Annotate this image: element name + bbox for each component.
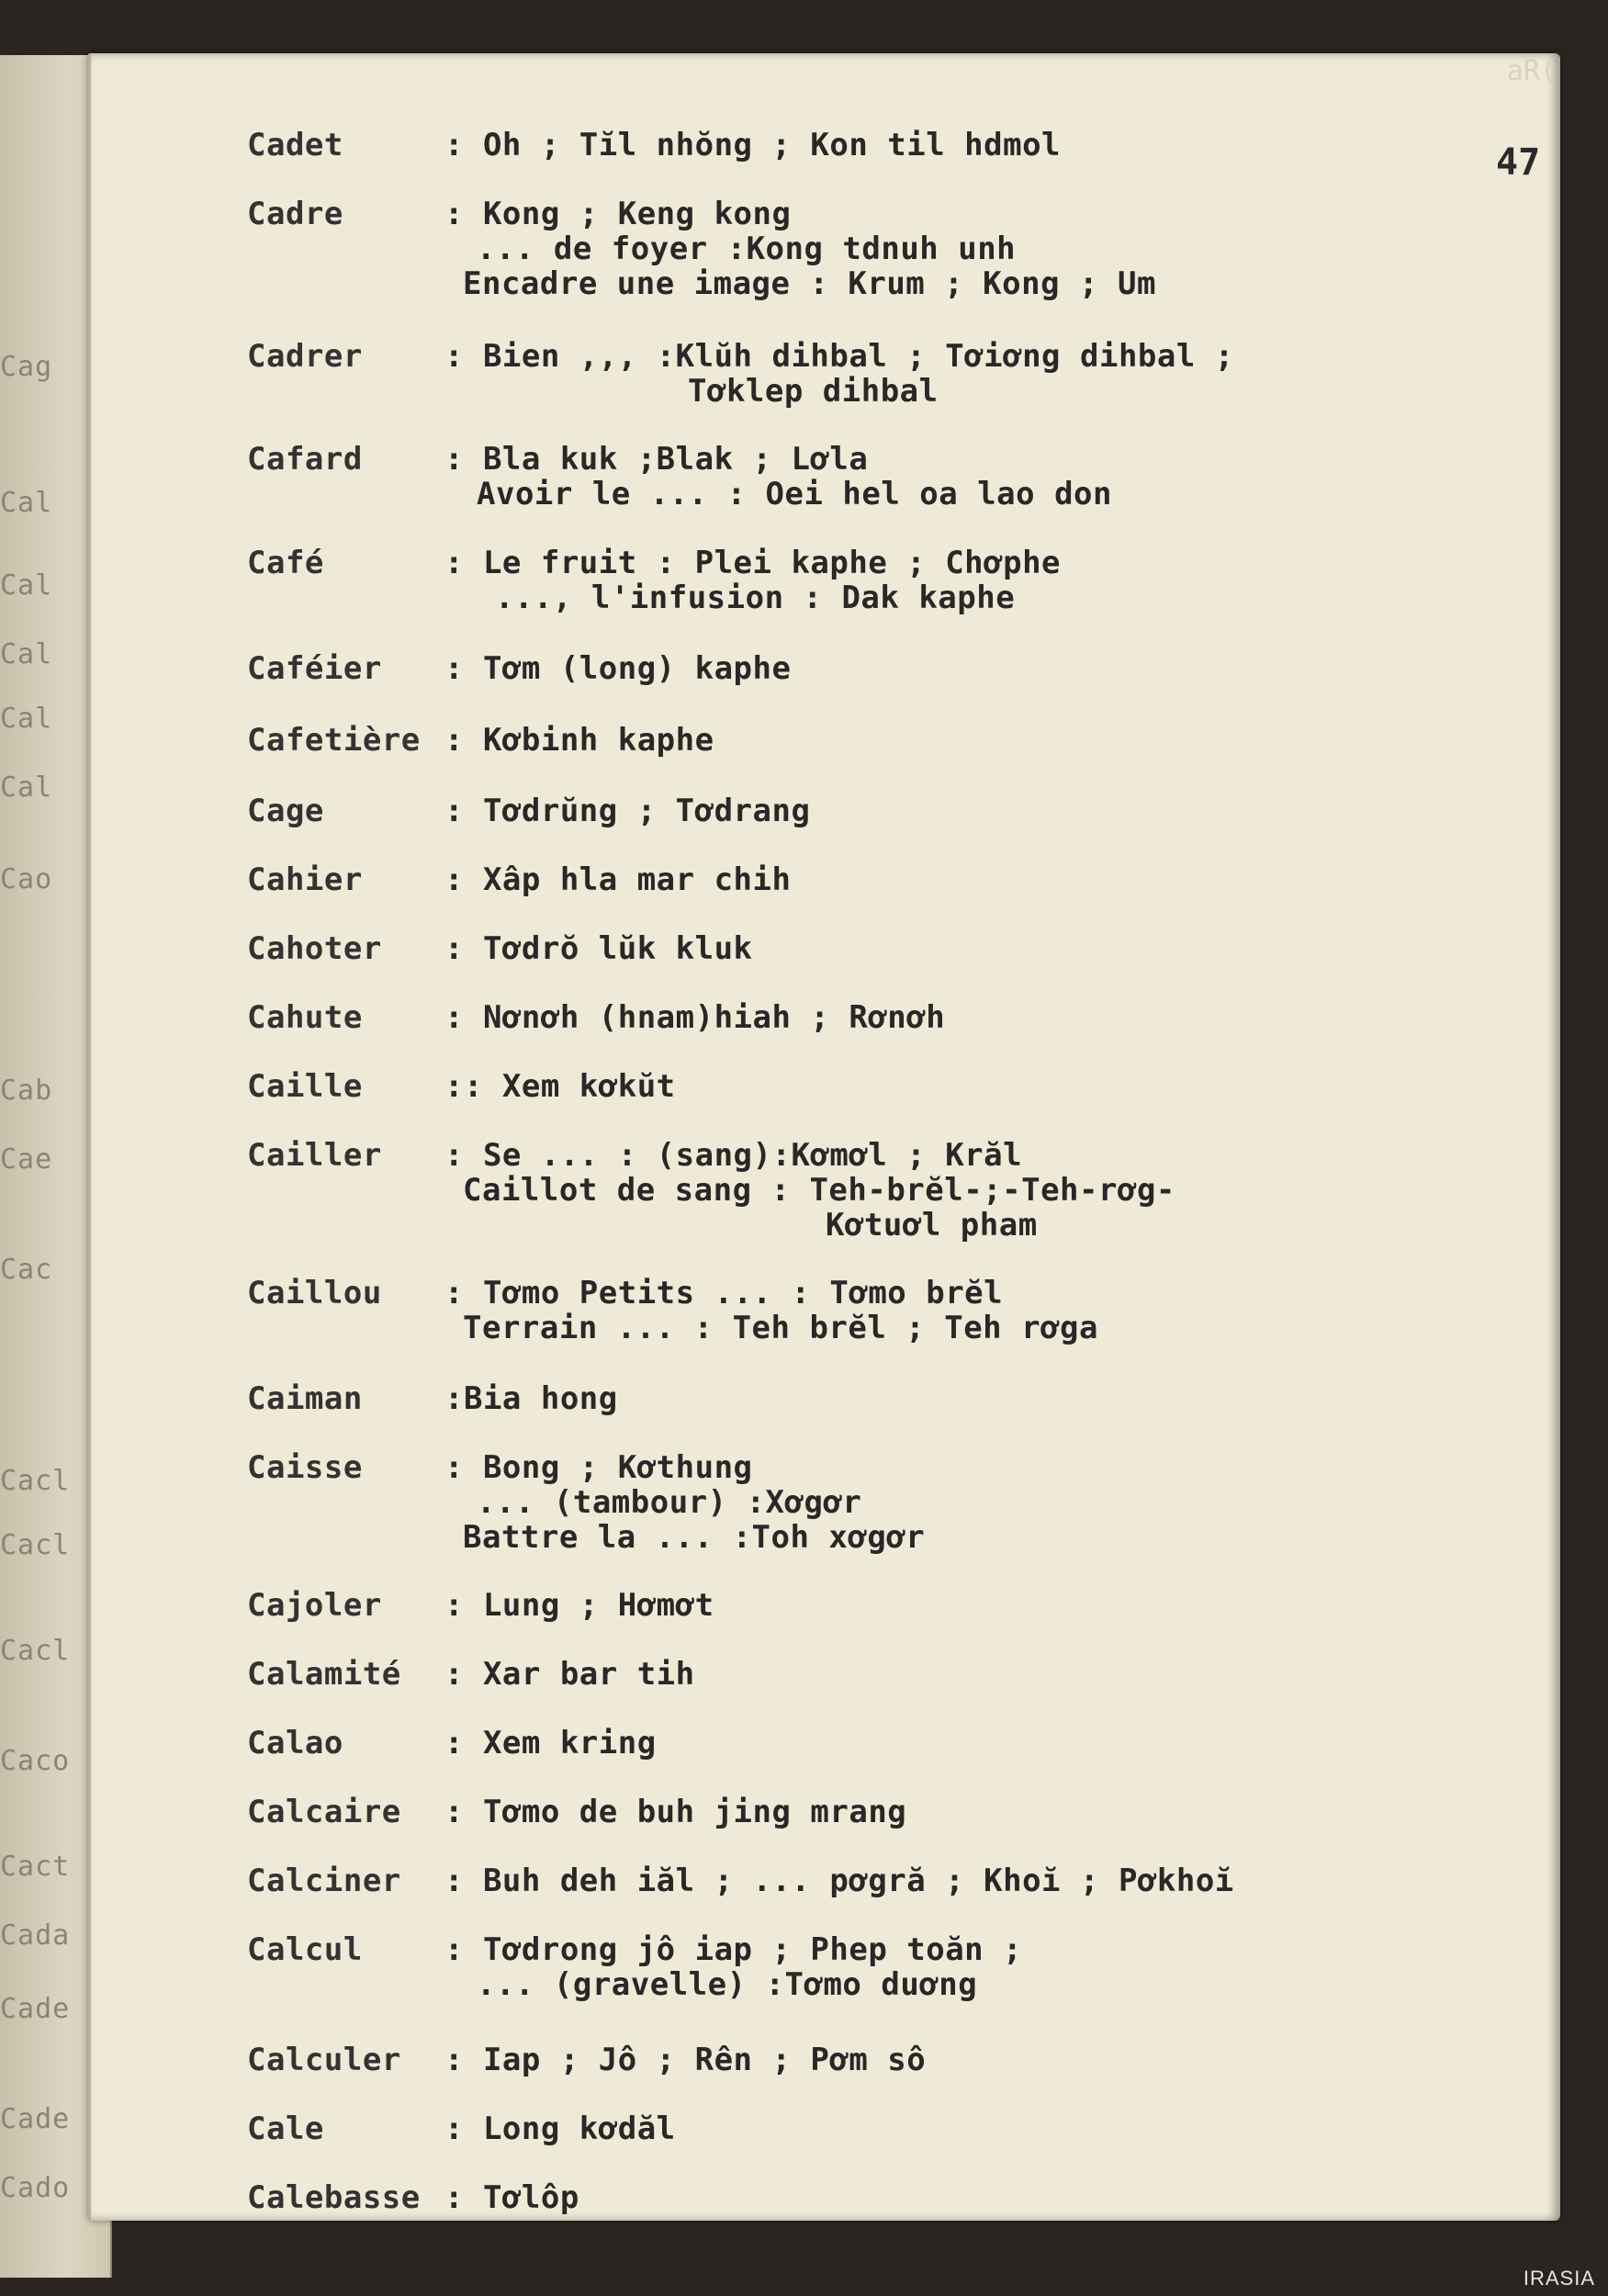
entry-translation-line: ... (gravelle) :Tơmo duơng bbox=[477, 1966, 978, 2003]
margin-fragment: Cado bbox=[0, 2172, 71, 2204]
entry-headword: Cadre bbox=[247, 196, 343, 232]
entry-headword: Caféier bbox=[247, 650, 382, 687]
page-number: 47 bbox=[1496, 141, 1541, 184]
entry-headword: Cafard bbox=[247, 441, 363, 478]
entry-headword: Cale bbox=[247, 2110, 324, 2147]
entry-translation-line: Avoir le ... : Oei hel oa lao don bbox=[477, 476, 1113, 512]
watermark: IRASIA bbox=[1523, 2267, 1595, 2290]
entry-translation-line: : Tơdrŏ lŭk kluk bbox=[444, 930, 753, 967]
margin-fragment: Cal bbox=[0, 703, 53, 735]
entry-translation-line: : Buh deh iăl ; ... pơgră ; Khoĭ ; Pơkhoĭ bbox=[444, 1863, 1234, 1899]
entry-headword: Cadrer bbox=[247, 338, 363, 375]
entry-translation-line: : Bien ,,, :Klŭh dihbal ; Tơiơng dihbal ; bbox=[444, 338, 1234, 375]
entry-translation-line: :: Xem kơkŭt bbox=[444, 1068, 676, 1105]
entry-translation-line: : Tơmo de buh jing mrang bbox=[444, 1794, 907, 1830]
entry-headword: Calculer bbox=[247, 2042, 401, 2078]
entry-translation-line: Caillot de sang : Teh-brĕl-;-Teh-rơg- bbox=[463, 1172, 1175, 1209]
entry-translation-line: ... (tambour) :Xơgơr bbox=[477, 1484, 862, 1521]
entry-headword: Cage bbox=[247, 793, 324, 829]
margin-fragment: Cab bbox=[0, 1075, 53, 1107]
margin-fragment: Cade bbox=[0, 2103, 71, 2135]
margin-fragment: Cacl bbox=[0, 1465, 71, 1497]
margin-fragment: Cade bbox=[0, 1993, 71, 2025]
entry-headword: Café bbox=[247, 545, 324, 581]
margin-fragment: Cal bbox=[0, 638, 53, 670]
margin-fragment: Cag bbox=[0, 351, 53, 383]
entry-headword: Caiman bbox=[247, 1380, 363, 1417]
entry-translation-line: Kơtuơl pham bbox=[826, 1207, 1038, 1244]
entry-translation-line: : Tơlôp bbox=[444, 2179, 579, 2216]
margin-fragment: Cao bbox=[0, 863, 53, 895]
margin-fragment: Cac bbox=[0, 1254, 53, 1286]
entry-translation-line: : Kơbinh kaphe bbox=[444, 722, 714, 759]
entry-headword: Cajoler bbox=[247, 1587, 382, 1624]
margin-fragment: Caco bbox=[0, 1745, 71, 1777]
entry-headword: Cadet bbox=[247, 127, 343, 163]
entry-translation-line: : Tơdrong jô iap ; Phep toăn ; bbox=[444, 1931, 1023, 1968]
entry-headword: Caille bbox=[247, 1068, 363, 1105]
margin-fragment: Cae bbox=[0, 1143, 53, 1176]
entry-translation-line: : Oh ; Tĭl nhŏng ; Kon til hdmol bbox=[444, 127, 1062, 163]
entry-headword: Calamité bbox=[247, 1656, 401, 1693]
entry-translation-line: : Tơm (long) kaphe bbox=[444, 650, 792, 687]
entry-translation-line: : Le fruit : Plei kaphe ; Chơphe bbox=[444, 545, 1062, 581]
entry-translation-line: :Bia hong bbox=[444, 1380, 618, 1417]
entry-headword: Calcaire bbox=[247, 1794, 401, 1830]
entry-translation-line: : Iap ; Jô ; Rên ; Pơm sô bbox=[444, 2042, 927, 2078]
entry-headword: Calao bbox=[247, 1725, 343, 1761]
entry-translation-line: : Xâp hla mar chih bbox=[444, 861, 792, 898]
entry-translation-line: : Bong ; Kơthung bbox=[444, 1449, 753, 1486]
dictionary-page bbox=[88, 53, 1560, 2221]
entry-translation-line: : Se ... : (sang):Kơmơl ; Krăl bbox=[444, 1137, 1023, 1174]
margin-fragment: Cada bbox=[0, 1919, 71, 1952]
entry-translation-line: : Tơdrŭng ; Tơdrang bbox=[444, 793, 811, 829]
entry-translation-line: ... de foyer :Kong tdnuh unh bbox=[477, 231, 1017, 267]
corner-mark: aR( bbox=[1506, 55, 1557, 87]
entry-headword: Calciner bbox=[247, 1863, 401, 1899]
entry-headword: Caillou bbox=[247, 1275, 382, 1311]
entry-translation-line: : Tơmo Petits ... : Tơmo brĕl bbox=[444, 1275, 1004, 1311]
margin-fragment: Cal bbox=[0, 771, 53, 804]
entry-translation-line: : Xem kring bbox=[444, 1725, 657, 1761]
entry-translation-line: Encadre une image : Krum ; Kong ; Um bbox=[463, 265, 1156, 302]
entry-headword: Caisse bbox=[247, 1449, 363, 1486]
entry-headword: Cahier bbox=[247, 861, 363, 898]
entry-translation-line: Battre la ... :Toh xơgơr bbox=[463, 1519, 926, 1556]
entry-headword: Cahute bbox=[247, 999, 363, 1036]
entry-headword: Calebasse bbox=[247, 2179, 421, 2216]
margin-fragment: Cal bbox=[0, 487, 53, 519]
entry-headword: Cailler bbox=[247, 1137, 382, 1174]
margin-fragment: Cal bbox=[0, 569, 53, 602]
entry-translation-line: : Bla kuk ;Blak ; Lơla bbox=[444, 441, 869, 478]
margin-fragment: Cacl bbox=[0, 1635, 71, 1667]
entry-headword: Cafetière bbox=[247, 722, 421, 759]
entry-translation-line: : Lung ; Hơmơt bbox=[444, 1587, 714, 1624]
entry-translation-line: : Long kơdăl bbox=[444, 2110, 676, 2147]
entry-headword: Cahoter bbox=[247, 930, 382, 967]
margin-fragment: Cact bbox=[0, 1851, 71, 1883]
entry-translation-line: : Nơnơh (hnam)hiah ; Rơnơh bbox=[444, 999, 946, 1036]
entry-translation-line: : Xar bar tih bbox=[444, 1656, 695, 1693]
entry-headword: Calcul bbox=[247, 1931, 363, 1968]
entry-translation-line: Tơklep dihbal bbox=[688, 373, 939, 410]
margin-fragment: Cacl bbox=[0, 1529, 71, 1561]
entry-translation-line: Terrain ... : Teh brĕl ; Teh rơga bbox=[463, 1310, 1099, 1346]
entry-translation-line: : Kong ; Keng kong bbox=[444, 196, 792, 232]
entry-translation-line: ..., l'infusion : Dak kaphe bbox=[495, 580, 1016, 616]
